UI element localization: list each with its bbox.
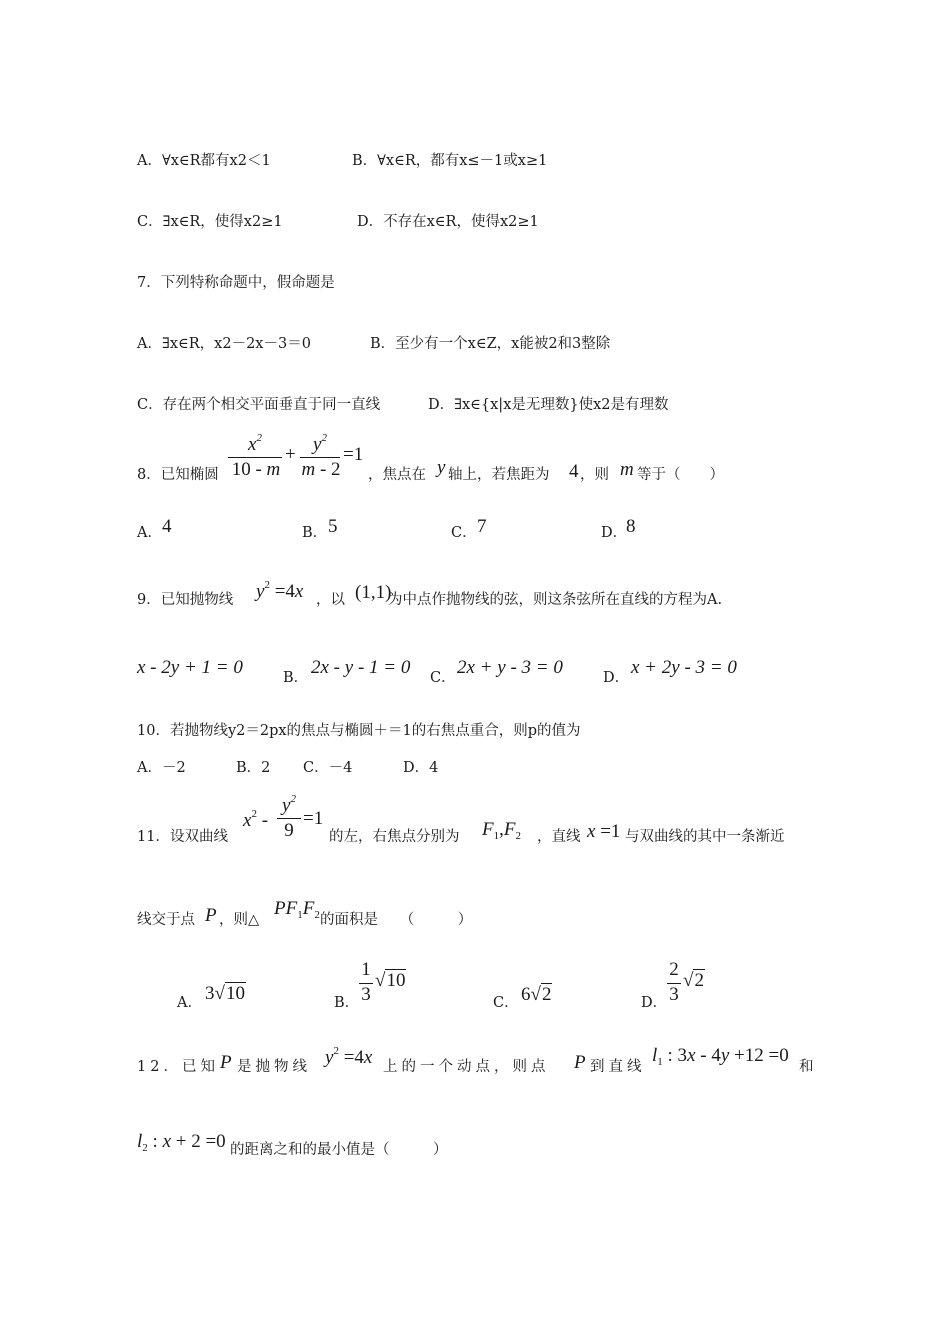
q9-option-c-value: 2x + y - 3 = 0 (457, 657, 563, 678)
q11-tail: 与双曲线的其中一条渐近 (625, 829, 785, 845)
q8-option-c-value: 7 (477, 516, 487, 537)
q12-p2: 上的一个动点，则点 (383, 1059, 550, 1075)
q8-option-c-label: C． (451, 525, 477, 541)
q10-option-a: A．－2 (137, 760, 186, 776)
q12-line-l2: $l_2$ : x + 2 =0 (137, 1131, 226, 1154)
q11-line2-mid: ，则△ (219, 912, 260, 928)
q11-p-var: P (205, 905, 217, 926)
q9-option-d-value: x + 2y - 3 = 0 (631, 657, 737, 678)
q12-p3: 到直线 (590, 1059, 646, 1075)
q9-option-b-value: 2x - y - 1 = 0 (311, 657, 411, 678)
q8-m-var: m (620, 459, 634, 480)
q8-mid: ，焦点在 (368, 467, 426, 483)
q12-line-l1: $l_1$ : 3x - 4y +12 =0 (652, 1045, 789, 1068)
q8-prefix: 8．已知椭圆 (137, 467, 219, 483)
q11-foci: $F_1,F_2$ (482, 819, 521, 842)
q8-option-a-value: 4 (162, 516, 172, 537)
q10-option-c: C．－4 (303, 760, 353, 776)
q12-p-var-2: P (574, 1052, 586, 1073)
q7-stem: 7．下列特称命题中，假命题是 (137, 275, 335, 291)
q8-option-b-label: B． (302, 525, 328, 541)
q11-mid2: ，直线 (537, 829, 581, 845)
q8-option-d-label: D． (601, 525, 628, 541)
q8-tail: 等于（ ） (637, 467, 724, 483)
q12-parabola-equation: $y^2 =4x$ (325, 1045, 373, 1068)
q11-line2-prefix: 线交于点 (137, 912, 195, 928)
q7-option-b: B．至少有一个x∈Z，x能被2和3整除 (370, 336, 611, 352)
q12-line2-tail: 的距离之和的最小值是（ ） (230, 1142, 448, 1158)
q6-option-c: C．∃x∈R，使得x2≥1 (137, 214, 283, 230)
q11-option-d-label: D． (641, 995, 668, 1011)
q9-parabola-equation: $y^2 =4x$ (256, 579, 304, 602)
q12-p-var-1: P (220, 1052, 232, 1073)
q11-option-b-label: B． (334, 995, 360, 1011)
q6-option-d: D．不存在x∈R，使得x2≥1 (357, 214, 539, 230)
q9-tail: 为中点作抛物线的弦，则这条弦所在直线的方程为A. (388, 592, 723, 608)
q8-option-b-value: 5 (328, 516, 338, 537)
q9-midpoint: (1,1) (355, 582, 392, 603)
q8-option-a-label: A． (137, 525, 162, 541)
q12-tail: 和 (799, 1059, 814, 1075)
q8-then: ，则 (580, 467, 609, 483)
q7-option-c: C．存在两个相交平面垂直于同一直线 (137, 397, 381, 413)
q8-option-d-value: 8 (626, 516, 636, 537)
q7-option-d: D．∃x∈{x|x是无理数}使x2是有理数 (428, 397, 669, 413)
q7-option-a: A．∃x∈R，x2－2x－3＝0 (137, 336, 311, 352)
q10-option-b: B．2 (236, 760, 271, 776)
q9-mid: ，以 (316, 592, 345, 608)
q11-option-c-value: 6√2 (521, 984, 552, 1005)
q8-focal-length: 4 (569, 461, 579, 482)
q10-option-d: D．4 (403, 760, 439, 776)
q8-axis-text: 轴上，若焦距为 (448, 467, 550, 483)
q9-option-d-label: D． (603, 670, 630, 686)
q6-option-a: A．∀x∈R都有x2＜1 (137, 153, 271, 169)
q9-prefix: 9．已知抛物线 (137, 592, 234, 608)
q11-option-a-label: A． (177, 995, 202, 1011)
q6-option-b: B．∀x∈R，都有x≤－1或x≥1 (352, 153, 548, 169)
q10-stem: 10．若抛物线y2＝2px的焦点与椭圆＋＝1的右焦点重合，则p的值为 (137, 723, 581, 739)
q8-y-var: y (437, 457, 446, 478)
q12-p1: 是抛物线 (237, 1059, 311, 1075)
q9-option-b-label: B． (283, 670, 309, 686)
q11-option-a-value: 3√10 (205, 983, 245, 1004)
q9-option-a-value: x - 2y + 1 = 0 (137, 657, 243, 678)
q11-line-equation: x =1 (587, 821, 621, 842)
q9-option-c-label: C． (430, 670, 456, 686)
q11-mid1: 的左，右焦点分别为 (329, 829, 460, 845)
q11-line2-tail: 的面积是 （ ） (320, 912, 473, 928)
q11-triangle-label: $PF_1F_2$ (274, 898, 320, 921)
q12-prefix: 12．已知 (137, 1059, 219, 1075)
q11-option-c-label: C． (493, 995, 519, 1011)
q11-prefix: 11．设双曲线 (137, 829, 228, 845)
